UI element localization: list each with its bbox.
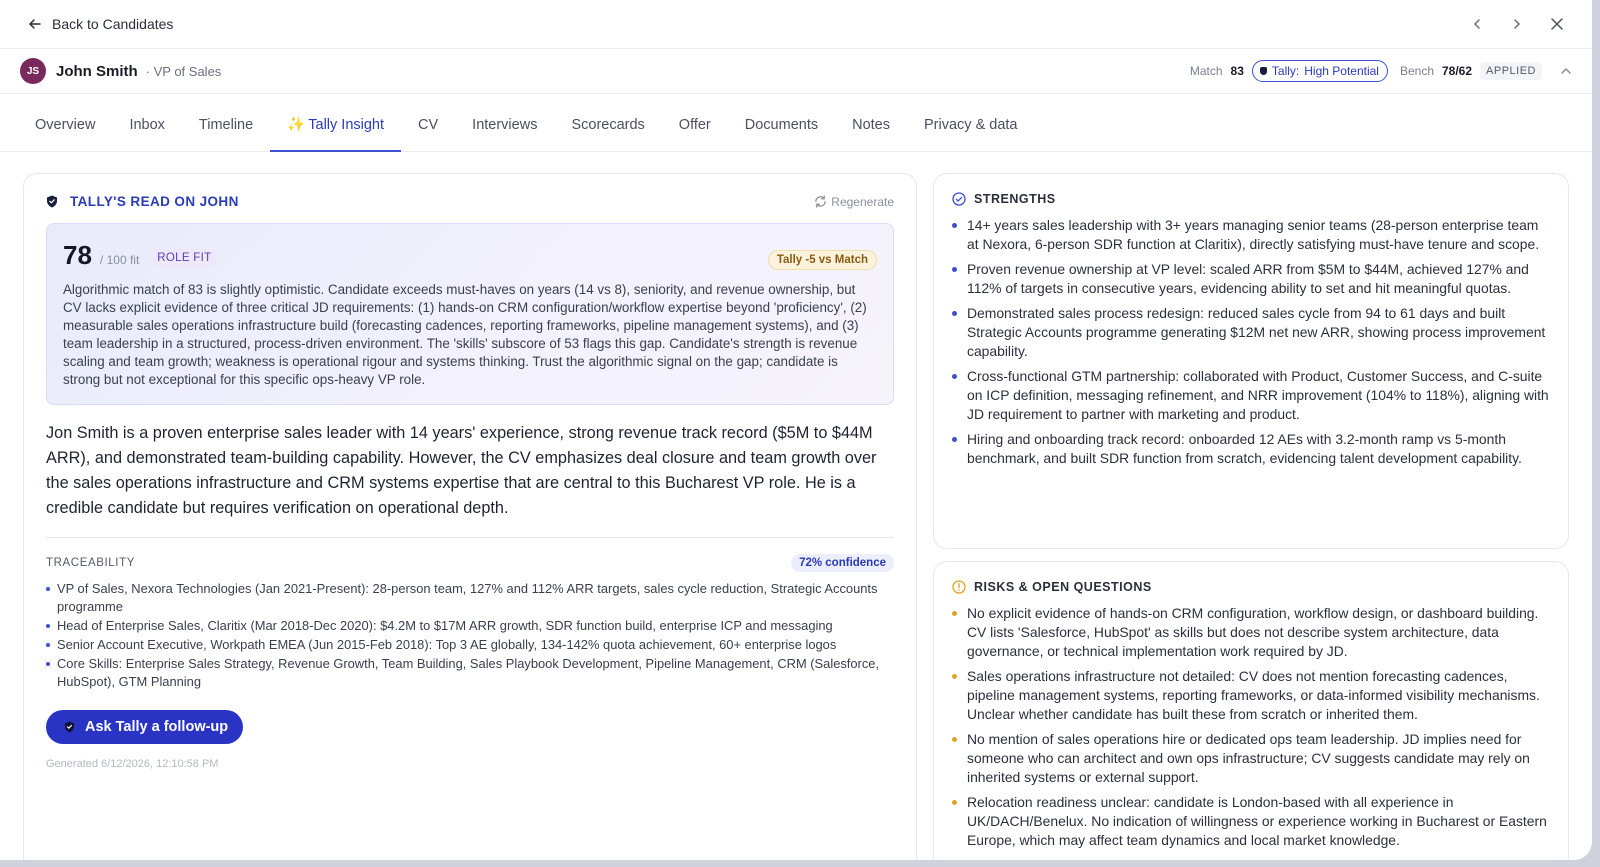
back-label: Back to Candidates [52, 16, 174, 32]
tab-scorecards[interactable]: Scorecards [571, 117, 645, 133]
list-item: Hiring and onboarding track record: onboarded 12 AEs with 3.2-month ramp vs 5-month benchmark, and built SDR function from scratch, evidencing talent development capability. [952, 430, 1550, 468]
role-fit-panel [46, 223, 894, 405]
list-item: Proven revenue ownership at VP level: scaled ARR from $5M to $44M, achieved 127% and 112% of targets in consecutive years, evidencing ability to set and hit meaningful quotas. [952, 260, 1550, 298]
list-item: Demonstrated sales process redesign: reduced sales cycle from 94 to 61 days and built Strategic Accounts programme generating $12M net new ARR, showing process improvement capability. [952, 304, 1550, 361]
avatar: JS [20, 58, 46, 84]
tab-notes[interactable]: Notes [852, 117, 890, 133]
match-label: Match [1189, 64, 1223, 78]
fit-score: 78 [63, 240, 92, 270]
ask-tally-button[interactable]: Ask Tally a follow-up [46, 710, 243, 744]
regenerate-button[interactable]: Regenerate [814, 195, 894, 209]
close-icon[interactable] [1550, 17, 1564, 31]
traceability-title: TRACEABILITY [46, 557, 135, 569]
status-badge: APPLIED [1480, 62, 1542, 80]
chevron-right-icon[interactable] [1510, 17, 1524, 31]
list-item: No mention of sales operations hire or dedicated ops team leadership. JD implies need for someone who can architect and own ops infrastructure; CV suggests candidate may rely on inherited systems or external support. [952, 730, 1550, 787]
tab-cv[interactable]: CV [418, 117, 439, 133]
check-circle-icon [952, 192, 966, 206]
tab-tally-insight[interactable]: ✨ Tally Insight [270, 116, 401, 151]
shield-check-icon [46, 195, 58, 208]
tab-bar [0, 94, 1592, 152]
chevron-left-icon[interactable] [1470, 17, 1484, 31]
list-item: Senior Account Executive, Workpath EMEA (Jun 2015-Feb 2018): Top 3 AE globally, 134-142% quota achievement, 60+ enterprise logos [46, 636, 894, 654]
risks-list [952, 604, 1550, 850]
divider [46, 537, 894, 538]
tab-interviews[interactable]: Interviews [472, 117, 538, 133]
insight-title: TALLY'S READ ON JOHN [70, 194, 239, 209]
match-value: 83 [1230, 64, 1244, 78]
role-fit-badge: ROLE FIT [151, 249, 217, 267]
fit-of-label: / 100 fit [99, 253, 140, 267]
shield-icon [1260, 67, 1267, 75]
strengths-title: STRENGTHS [974, 192, 1056, 206]
list-item: Relocation readiness unclear: candidate is London-based with all experience in UK/DACH/Benelux. No indication of willingness or experience working in Bucharest or Eastern Europe, which may affect team dynamics and local market knowledge. [952, 793, 1550, 850]
list-item: Core Skills: Enterprise Sales Strategy, Revenue Growth, Team Building, Sales Playbook Development, Pipeline Management, CRM (Salesforce, HubSpot), GTM Planning [46, 655, 894, 691]
tally-potential-badge[interactable] [1252, 60, 1388, 82]
traceability-list [46, 580, 894, 691]
tab-overview[interactable]: Overview [35, 117, 96, 133]
tally-value: High Potential [1304, 64, 1379, 78]
back-to-candidates-link[interactable] [28, 16, 173, 32]
arrow-left-icon [28, 17, 42, 31]
bench-value: 78/62 [1442, 64, 1473, 78]
risks-card [933, 561, 1569, 860]
confidence-badge: 72% confidence [791, 554, 894, 572]
candidate-summary: Jon Smith is a proven enterprise sales leader with 14 years' experience, strong revenue track record ($5M to $44M ARR), and demonstrated team-building capability. However, the CV emphasizes deal closure and team growth over the sales operations infrastructure and CRM systems expertise that are central to this Bucharest VP role. He is a credible candidate but requires verification on operational depth. [46, 424, 877, 517]
list-item: No explicit evidence of hands-on CRM configuration, workflow design, or dashboard building. CV lists 'Salesforce, HubSpot' as skills but does not describe system architecture, data governance, or technical implementation work required by JD. [952, 604, 1550, 661]
candidate-role: · VP of Sales [145, 63, 222, 79]
candidate-header [0, 49, 1592, 94]
shield-check-icon [64, 721, 75, 733]
list-item: Cross-functional GTM partnership: collaborated with Product, Customer Success, and C-suite on ICP definition, messaging refinement, and NRR improvement (104% to 118%), aligning with JD requirement to partner with marketing and product. [952, 367, 1550, 424]
tab-privacy-data[interactable]: Privacy & data [924, 117, 1018, 133]
tally-label: Tally: [1271, 64, 1300, 78]
sparkle-icon: ✨ [287, 117, 306, 133]
risks-title: RISKS & OPEN QUESTIONS [974, 580, 1152, 594]
tab-inbox[interactable]: Inbox [129, 117, 165, 133]
strengths-list [952, 216, 1550, 468]
candidate-name: John Smith [56, 62, 138, 80]
top-bar [0, 0, 1592, 49]
list-item: Sales operations infrastructure not detailed: CV does not mention forecasting cadences, pipeline management systems, reporting frameworks, or data-informed visibility mechanisms. Unclear whether candidate has built these from scratch or inherited them. [952, 667, 1550, 724]
chevron-up-icon[interactable] [1560, 65, 1572, 77]
tab-timeline[interactable]: Timeline [198, 117, 254, 133]
tally-delta-badge: Tally -5 vs Match [768, 250, 877, 270]
fit-explanation: Algorithmic match of 83 is slightly optimistic. Candidate exceeds must-haves on years (14 vs 8), seniority, and revenue ownership, but CV lacks explicit evidence of three critical JD requirements: (1) hands-on CRM configuration/workflow expertise beyond 'proficiency', (2) measurable sales operations infrastructure build (forecasting cadences, reporting frameworks, pipeline management systems), and (3) team leadership in a structured, process-driven environment. The 'skills' subscore of 53 flags this gap. Candidate's strength is revenue scaling and team growth; weakness is operational rigour and systems thinking. Trust the algorithmic signal on the gap; candidate is strong but not exceptional for this specific ops-heavy VP role. [63, 282, 867, 387]
tab-offer[interactable]: Offer [678, 117, 711, 133]
strengths-card [933, 173, 1569, 549]
bench-label: Bench [1399, 64, 1434, 78]
list-item: 14+ years sales leadership with 3+ years managing senior teams (28-person enterprise team at Nexora, 6-person SDR function at Claritix), directly satisfying must-have tenure and scope. [952, 216, 1550, 254]
refresh-icon [814, 195, 827, 208]
tally-insight-card [23, 173, 917, 860]
list-item: Head of Enterprise Sales, Claritix (Mar 2018-Dec 2020): $4.2M to $17M ARR growth, SDR function build, enterprise ICP and messaging [46, 617, 894, 635]
generated-timestamp: Generated 6/12/2026, 12:10:58 PM [46, 758, 219, 770]
warning-icon [952, 580, 966, 594]
tab-documents[interactable]: Documents [744, 117, 819, 133]
list-item: VP of Sales, Nexora Technologies (Jan 2021-Present): 28-person team, 127% and 112% ARR targets, sales cycle reduction, Strategic Accounts programme [46, 580, 894, 616]
